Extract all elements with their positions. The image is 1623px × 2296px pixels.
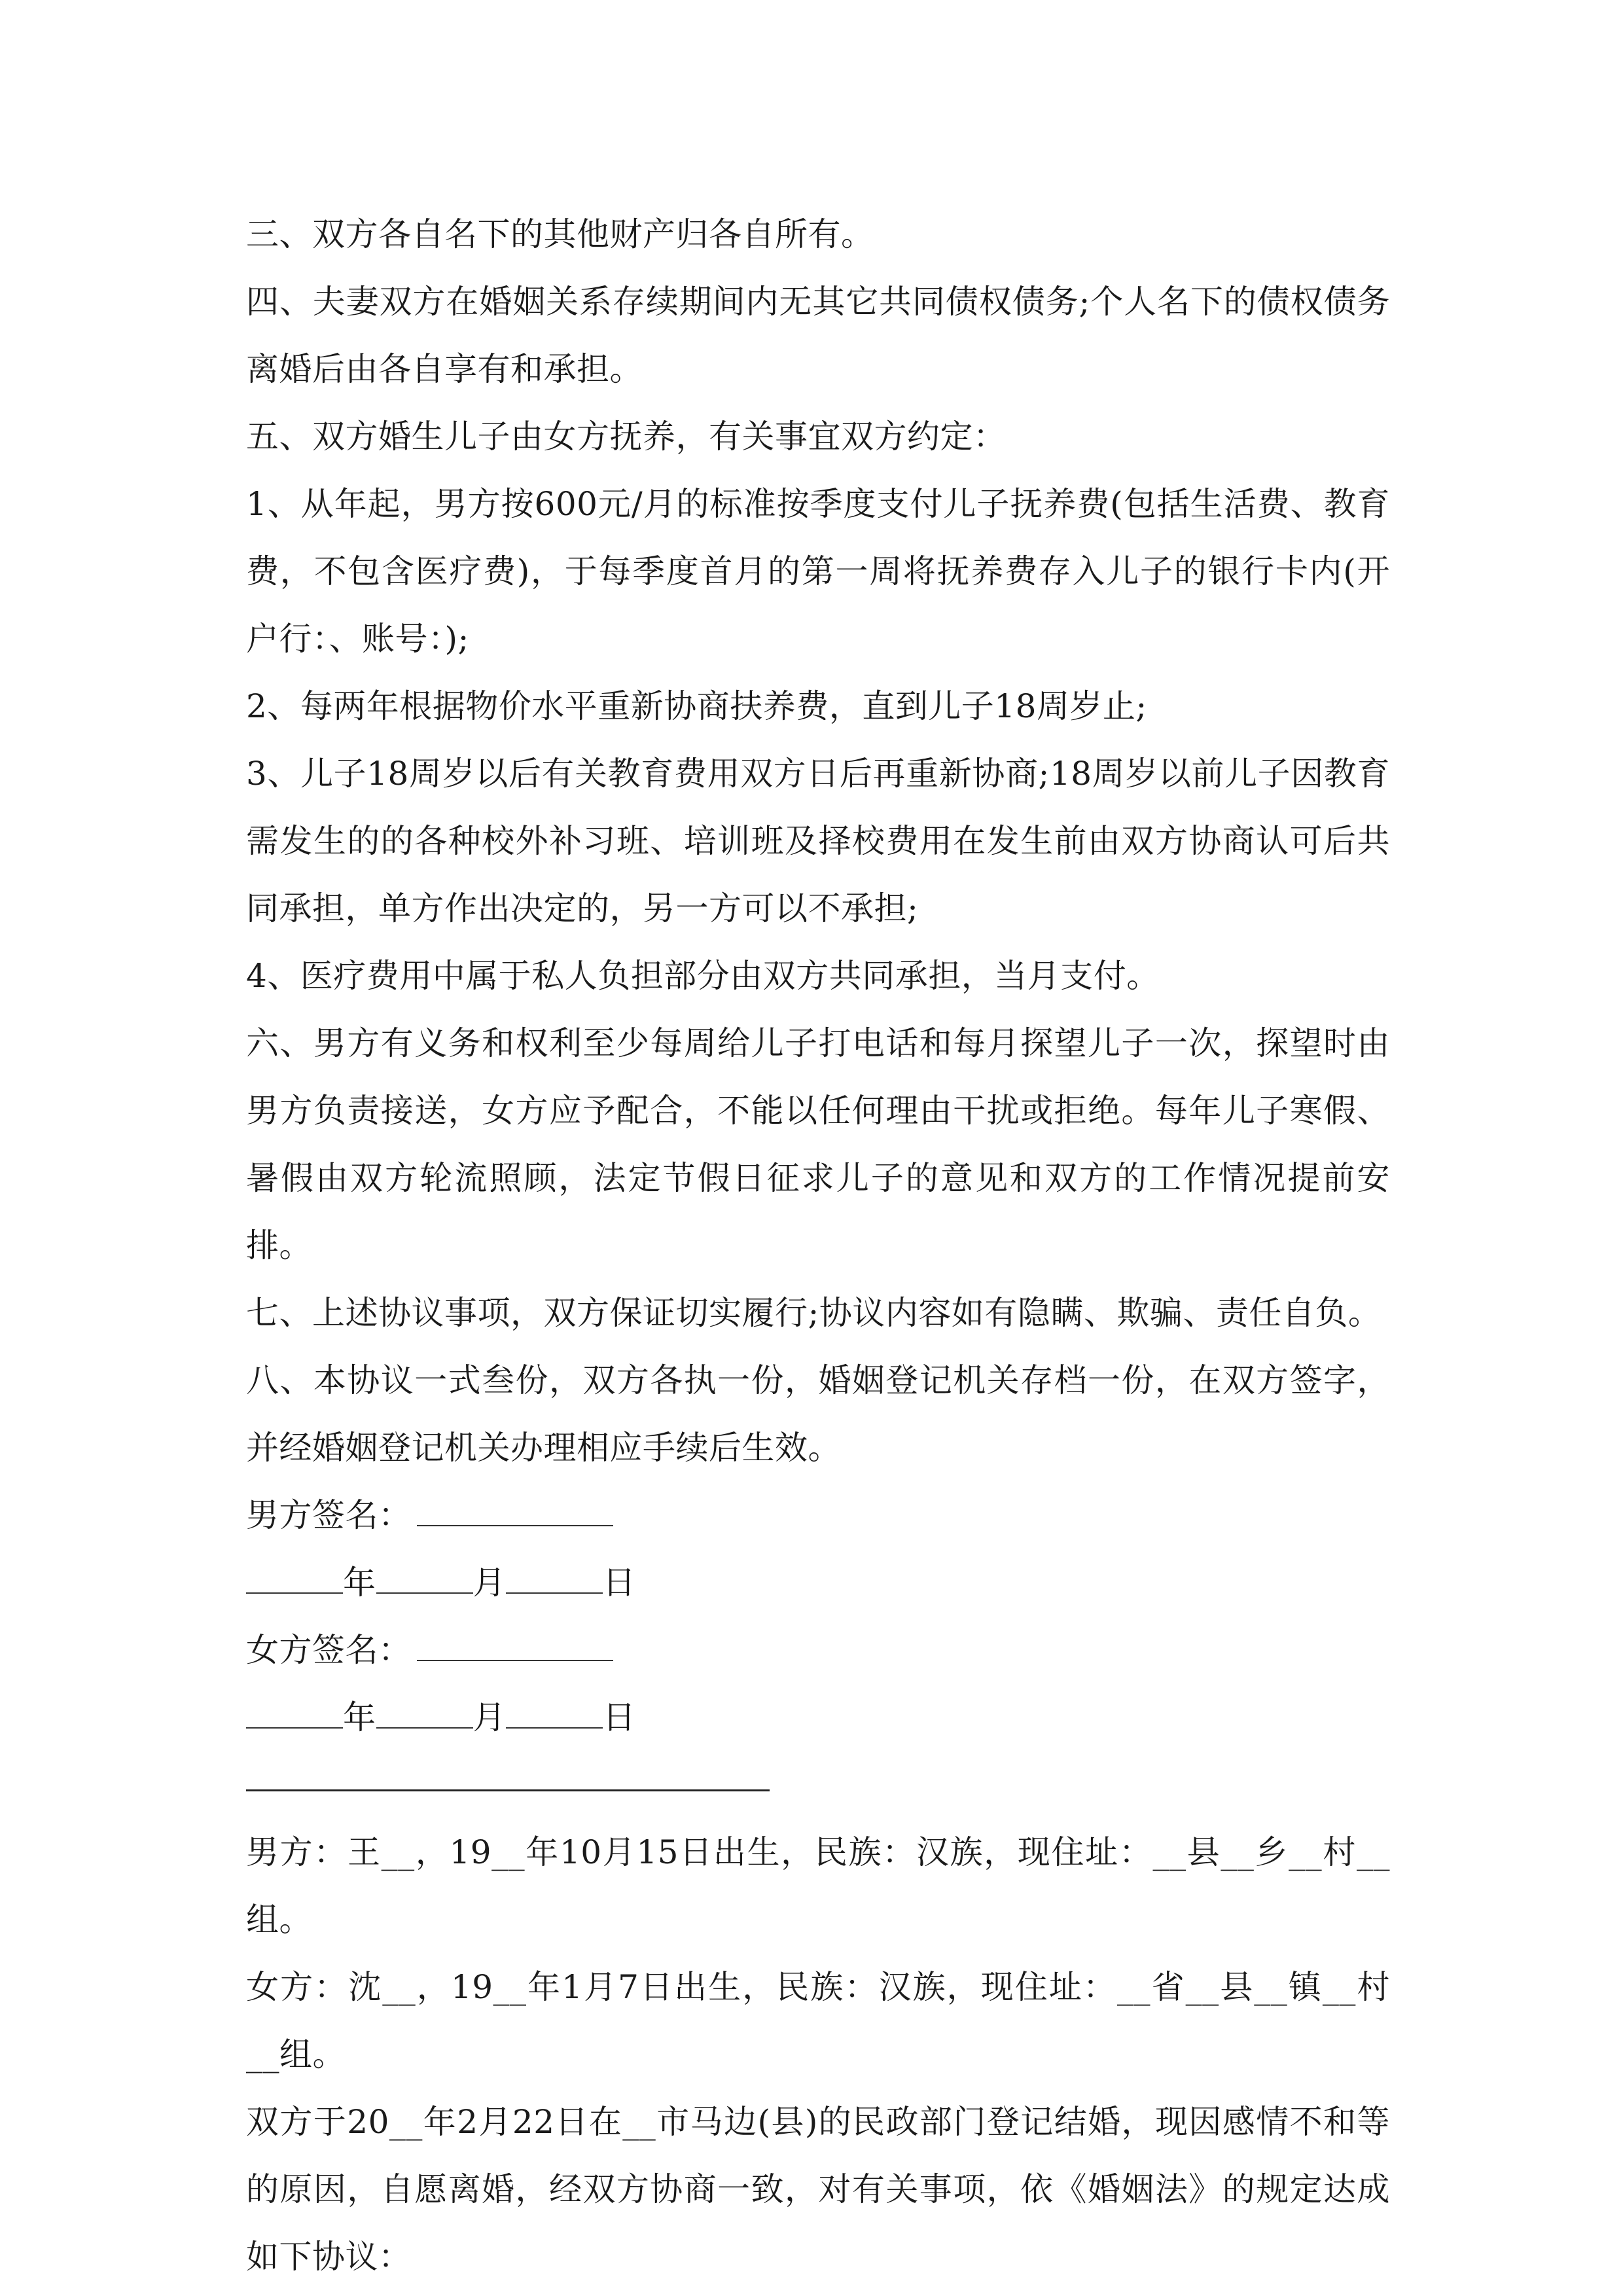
male-month-blank [376, 1564, 473, 1594]
clause-6: 六、男方有义务和权利至少每周给儿子打电话和每月探望儿子一次，探望时由男方负责接送，女方应予配合，不能以任何理由干扰或拒绝。每年儿子寒假、暑假由双方轮流照顾，法定节假日征求儿子的意见和双方的工作情况提前安排。 [246, 1024, 1390, 1265]
clause-8: 八、本协议一式叁份，双方各执一份，婚姻登记机关存档一份，在双方签字，并经婚姻登记机关办理相应手续后生效。 [246, 1361, 1390, 1467]
clause-5-item-1: 1、从年起，男方按600元/月的标准按季度支付儿子抚养费(包括生活费、教育费，不包含医疗费)，于每季度首月的第一周将抚养费存入儿子的银行卡内(开户行：、账号：); [246, 485, 1390, 658]
female-month-blank [376, 1698, 473, 1729]
male-party-info: 男方：王__，19__年10月15日出生，民族：汉族，现住址：__县__乡__村__组。 [246, 1833, 1390, 1939]
female-signature-row [246, 1617, 1390, 1684]
section-divider [246, 1789, 770, 1791]
clause-7: 七、上述协议事项，双方保证切实履行;协议内容如有隐瞒、欺骗、责任自负。 [246, 1294, 1382, 1332]
year-label: 年 [343, 1698, 376, 1736]
female-signature-blank [417, 1631, 613, 1661]
month-label: 月 [473, 1698, 506, 1736]
year-label: 年 [343, 1564, 376, 1602]
male-signature-label: 男方签名： [246, 1496, 412, 1534]
clause-3: 三、双方各自名下的其他财产归各自所有。 [246, 215, 874, 253]
day-label: 日 [603, 1698, 636, 1736]
male-day-blank [506, 1564, 603, 1594]
clause-5: 五、双方婚生儿子由女方抚养，有关事宜双方约定： [246, 418, 1007, 456]
section-divider-row [246, 1751, 1390, 1819]
clause-4: 四、夫妻双方在婚姻关系存续期间内无其它共同债权债务;个人名下的债权债务离婚后由各自享有和承担。 [246, 283, 1390, 388]
male-date-row [246, 1549, 1390, 1617]
document-body [246, 201, 1390, 2291]
clause-5-item-3: 3、儿子18周岁以后有关教育费用双方日后再重新协商;18周岁以前儿子因教育需发生的的各种校外补习班、培训班及择校费用在发生前由双方协商认可后共同承担，单方作出决定的，另一方可以不承担; [246, 755, 1390, 927]
clause-5-item-2: 2、每两年根据物价水平重新协商扶养费，直到儿子18周岁止; [246, 687, 1147, 725]
female-day-blank [506, 1698, 603, 1729]
female-date-row [246, 1684, 1390, 1751]
male-year-blank [246, 1564, 343, 1594]
female-year-blank [246, 1698, 343, 1729]
male-signature-blank [417, 1496, 613, 1526]
month-label: 月 [473, 1564, 506, 1602]
female-signature-label: 女方签名： [246, 1631, 412, 1669]
male-signature-row [246, 1482, 1390, 1549]
agreement-intro: 双方于20__年2月22日在__市马边(县)的民政部门登记结婚，现因感情不和等的原因，自愿离婚，经双方协商一致，对有关事项，依《婚姻法》的规定达成如下协议： [246, 2103, 1390, 2276]
female-party-info: 女方：沈__，19__年1月7日出生，民族：汉族，现住址：__省__县__镇__村__组。 [246, 1968, 1390, 2073]
clause-5-item-4: 4、医疗费用中属于私人负担部分由双方共同承担，当月支付。 [246, 957, 1160, 995]
day-label: 日 [603, 1564, 636, 1602]
